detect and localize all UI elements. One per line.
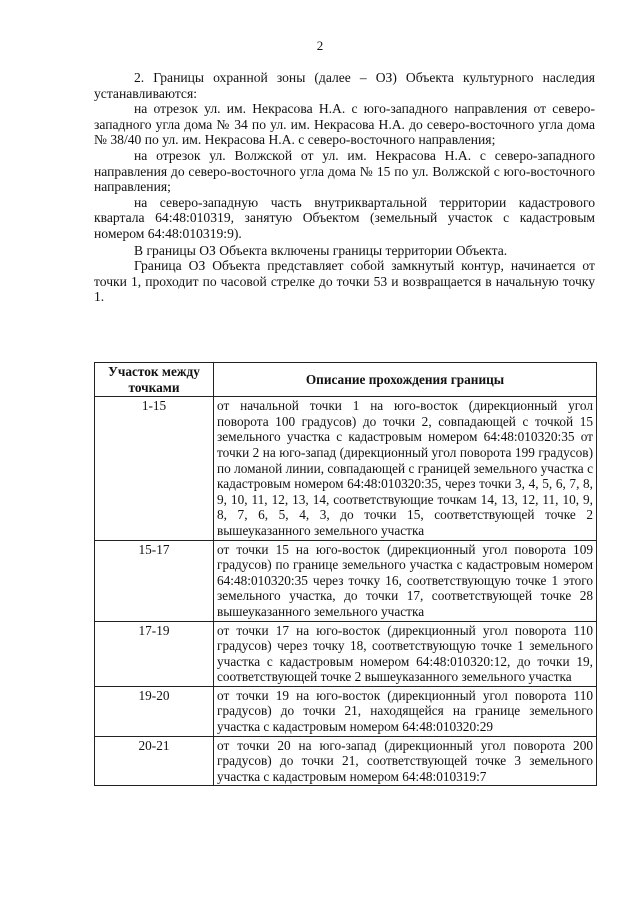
segment-cell: 1-15 <box>95 397 214 540</box>
column-header-description: Описание прохождения границы <box>214 363 597 397</box>
table-row <box>95 621 597 686</box>
page-number: 2 <box>316 38 324 53</box>
description-cell: от точки 17 на юго-восток (дирекционный угол поворота 110 градусов) через точку 18, соответствующую точке 1 земельного участка с кадастровым номером 64:48:010320:12, до точки 19, соответствующей точке 2 вышеуказанного земельного участка <box>214 621 597 686</box>
table-row <box>95 540 597 621</box>
document-body <box>94 70 595 305</box>
segment-cell: 19-20 <box>95 686 214 736</box>
boundary-table <box>94 362 597 786</box>
table-row <box>95 686 597 736</box>
paragraph-intro: 2. Границы охранной зоны (далее – ОЗ) Объекта культурного наследия устанавливаются: <box>94 70 595 101</box>
description-cell: от точки 15 на юго-восток (дирекционный угол поворота 109 градусов) по границе земельного участка с кадастровым номером 64:48:010320:35 через точку 16, соответствующую точке 1 этого земельного участка, до точки 17, соответствующей точке 28 вышеуказанного земельного участка <box>214 540 597 621</box>
segment-cell: 20-21 <box>95 736 214 786</box>
column-header-segment: Участок между точками <box>95 363 214 397</box>
segment-cell: 17-19 <box>95 621 214 686</box>
table-row <box>95 397 597 540</box>
paragraph-block-territory: на северо-западную часть внутриквартальной территории кадастрового квартала 64:48:010319, занятую Объектом (земельный участок с кадастровым номером 64:48:010319:9). <box>94 194 595 241</box>
paragraph-nekrasova-segment: на отрезок ул. им. Некрасова Н.А. с юго-западного направления от северо-западного угла дома № 34 по ул. им. Некрасова Н.А. до северо-восточного угла дома № 38/40 по ул. им. Некрасова Н.А. с северо-восточного направления; <box>94 101 595 148</box>
segment-cell: 15-17 <box>95 540 214 621</box>
description-cell: от начальной точки 1 на юго-восток (дирекционный угол поворота 100 градусов) до точки 2, совпадающей с точкой 15 земельного участка с кадастровым номером 64:48:010320:35 от точки 2 на юго-запад (дирекционный угол поворота 199 градусов) по ломаной линии, совпадающей с границей земельного участка с кадастровым номером 64:48:010320:35, через точки 3, 4, 5, 6, 7, 8, 9, 10, 11, 12, 13, 14, соответствующие точкам 14, 13, 12, 11, 10, 9, 8, 7, 6, 5, 4, 3, до точки 15, соответствующей точке 2 вышеуказанного земельного участка <box>214 397 597 540</box>
paragraph-volzhskaya-segment: на отрезок ул. Волжской от ул. им. Некрасова Н.А. с северо-западного направления до северо-восточного угла дома № 15 по ул. Волжской с юго-восточного направления; <box>94 147 595 195</box>
table-row <box>95 736 597 786</box>
table-header-row <box>95 363 597 397</box>
paragraph-contour: Граница ОЗ Объекта представляет собой замкнутый контур, начинается от точки 1, проходит по часовой стрелке до точки 53 и возвращается в начальную точку 1. <box>94 258 595 305</box>
description-cell: от точки 19 на юго-восток (дирекционный угол поворота 110 градусов) до точки 21, находящейся на границе земельного участка с кадастровым номером 64:48:010320:29 <box>214 686 597 736</box>
description-cell: от точки 20 на юго-запад (дирекционный угол поворота 200 градусов) до точки 21, соответствующей точке 3 земельного участка с кадастровым номером 64:48:010319:7 <box>214 736 597 786</box>
paragraph-object-boundaries: В границы ОЗ Объекта включены границы территории Объекта. <box>134 242 508 258</box>
